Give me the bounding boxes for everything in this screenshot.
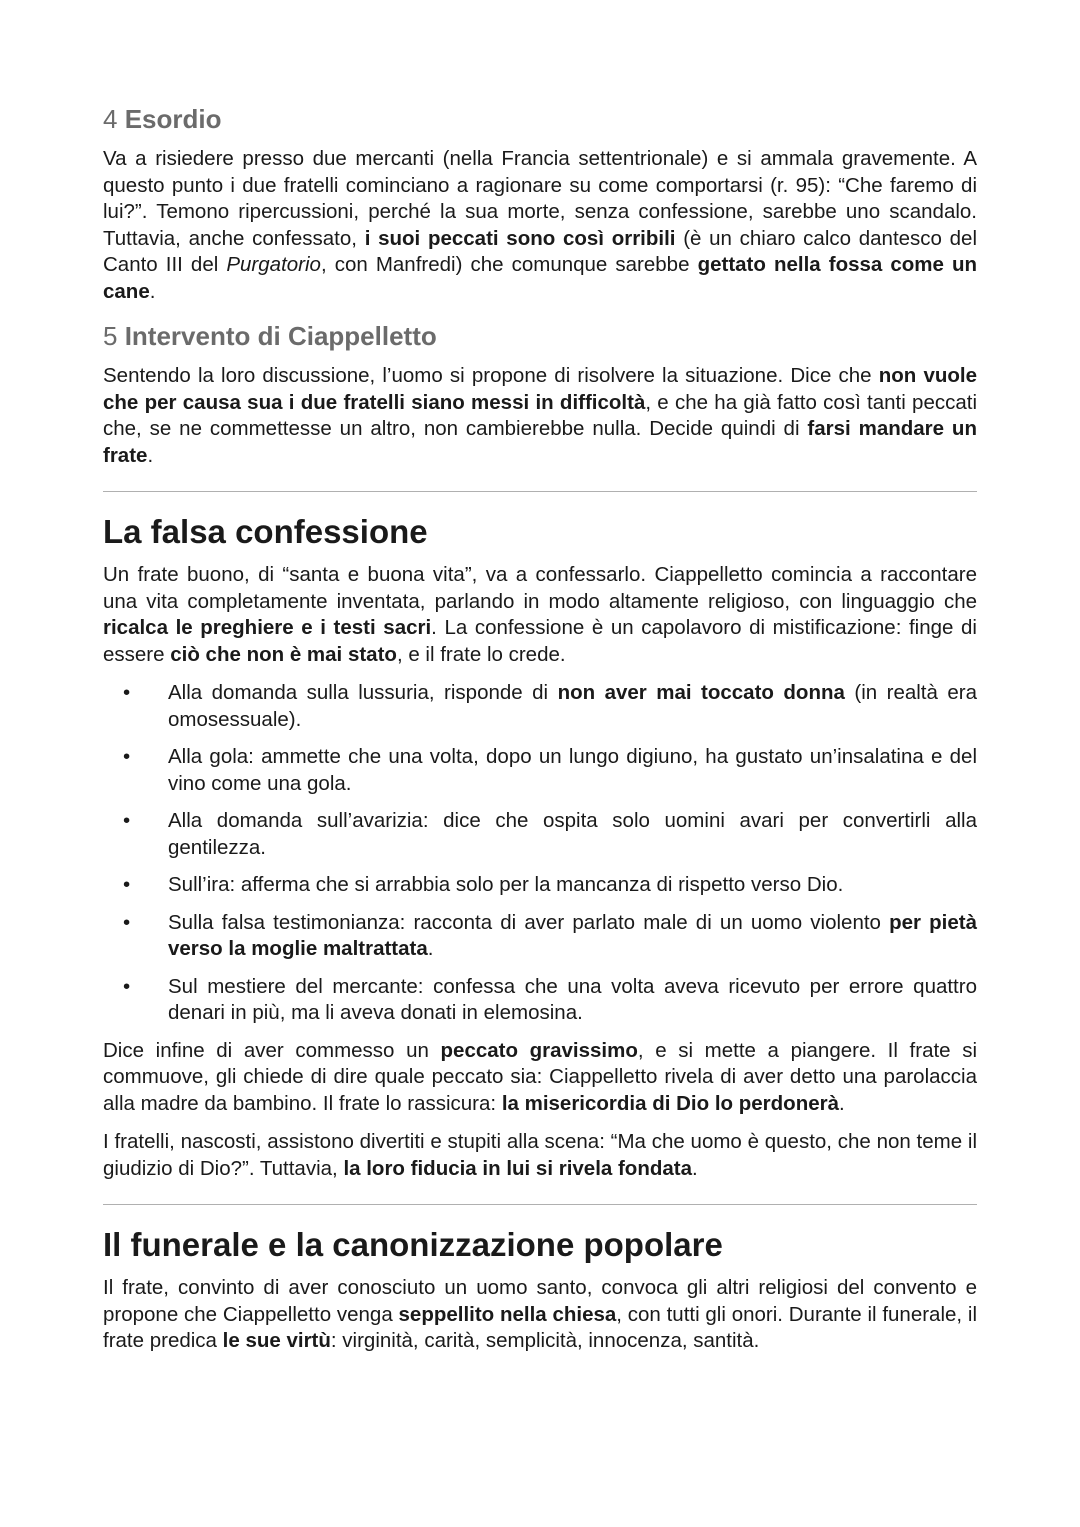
text-run: I fratelli, nascosti, assistono divertiti e stupiti alla scena: “Ma che uomo è questo, che non teme il giudizio di Dio?”. Tuttavia, [103,1130,977,1180]
bullet-item [103,974,977,1027]
bullet-icon: • [123,910,131,934]
section-title: Esordio [124,104,222,134]
text-run: . [149,279,156,303]
text-run: (è un chiaro calco dantesco del Canto III del [103,226,978,276]
bold-text: per pietà verso la moglie maltrattata [168,910,977,960]
text-run: , con Manfredi) che comunque sarebbe [320,253,698,276]
text-run: Alla domanda sulla lussuria, risponde di [168,681,558,704]
text-run: Un frate buono, di “santa e buona vita”, va a confessarlo. Ciappelletto comincia a raccontare una vita completamente inventata, parlando in modo altamente religioso, con linguaggio che [103,563,977,613]
bold-text: la misericordia di Dio lo perdonerà [501,1091,840,1115]
bullet-text [168,681,977,731]
bullet-icon: • [123,873,131,896]
bullet-icon: • [123,809,131,832]
text-run: (in realtà era omosessuale). [168,681,977,731]
heading-falsa-confessione: La falsa confessione [103,513,428,550]
bullet-item [103,872,977,899]
paragraph-confessione-intro [103,562,977,668]
paragraph-funerale [103,1275,977,1355]
section-title: Intervento di Ciappelletto [124,321,437,351]
heading-funerale: Il funerale e la canonizzazione popolare [103,1226,723,1263]
text-run: , e si mette a piangere. Il frate si commuove, gli chiede di dire quale peccato sia: Ciappelletto rivela di aver detto una parolaccia alla madre da bambino. Il frate lo rassicura: [103,1038,978,1115]
text-run: Sul mestiere del mercante: confessa che una volta aveva ricevuto per errore quattro denari in più, ma li aveva donati in elemosina. [168,974,977,1024]
section-number: 5 [103,321,118,351]
italic-text: Purgatorio [226,253,321,276]
bullet-item [103,744,977,797]
bullet-icon: • [123,681,131,704]
document-content [103,102,977,1355]
text-run: . [147,443,154,467]
bullet-item [103,808,977,861]
bold-text: non aver mai toccato donna [557,681,845,704]
text-run: Dice infine di aver commesso un [103,1038,441,1062]
text-run: . La confessione è un capolavoro di mistificazione: finge di essere [103,616,977,666]
section-number: 4 [103,104,118,134]
bullet-text [168,873,843,896]
text-run: , con tutti gli onori. Durante il funerale, il frate predica [103,1302,977,1352]
text-run: Sulla falsa testimonianza: racconta di aver parlato male di un uomo violento [168,910,890,934]
paragraph-peccato-gravissimo [103,1038,977,1118]
bullet-text [168,911,977,961]
bullet-list-peccati [103,680,977,1027]
bold-text: peccato gravissimo [440,1038,638,1062]
text-run: : virginità, carità, semplicità, innocenza, santità. [330,1329,760,1352]
bullet-text [168,809,977,859]
text-run: Sull’ira: afferma che si arrabbia solo per la mancanza di rispetto verso Dio. [168,873,844,896]
bold-text: non vuole che per causa sua i due fratelli siano messi in difficoltà [103,364,977,414]
bullet-icon: • [123,974,131,998]
bullet-item [103,680,977,733]
bold-text: ricalca le preghiere e i testi sacri [103,616,432,639]
bullet-text [168,745,977,795]
paragraph-esordio [103,146,977,305]
text-run: Il frate, convinto di aver conosciuto un uomo santo, convoca gli altri religiosi del convento e propone che Ciappelletto venga [103,1276,977,1326]
section-heading-intervento [103,319,977,353]
text-run: . [692,1156,698,1180]
bullet-item [103,910,977,963]
text-run: Alla domanda sull’avarizia: dice che ospita solo uomini avari per convertirli alla gentilezza. [168,809,977,859]
paragraph-intervento [103,363,977,469]
text-run: Alla gola: ammette che una volta, dopo un lungo digiuno, ha gustato un’insalatina e del vino come una gola. [168,745,977,795]
bold-text: ciò che non è mai stato [170,642,397,666]
text-run: Va a risiedere presso due mercanti (nella Francia settentrionale) e si ammala gravemente. A questo punto i due fratelli cominciano a ragionare su come comportarsi (r. 95): “Che faremo di lui?”. Temono ripercussioni, perché la sua morte, senza confessione, sarebbe uno scandalo. Tuttavia, anche confessato, [103,147,977,250]
paragraph-fratelli [103,1129,977,1182]
text-run: . [839,1091,845,1115]
bold-text: gettato nella fossa come un cane [103,253,978,303]
section-heading-esordio [103,102,977,136]
text-run: , e il frate lo crede. [396,642,566,666]
bold-text: seppellito nella chiesa [398,1302,617,1326]
text-run: Sentendo la loro discussione, l’uomo si propone di risolvere la situazione. Dice che [103,364,879,387]
bold-text: la loro fiducia in lui si rivela fondata [343,1156,693,1180]
text-run: , e che ha già fatto così tanti peccati che, se ne commettesse un altro, non cambierebbe nulla. Decide quindi di [103,390,978,440]
bold-text: i suoi peccati sono così orribili [364,226,676,250]
bold-text: farsi mandare un frate [103,417,977,467]
bold-text: le sue virtù [222,1329,331,1352]
bullet-text [168,975,977,1025]
text-run: . [427,937,434,960]
bullet-icon: • [123,745,131,768]
